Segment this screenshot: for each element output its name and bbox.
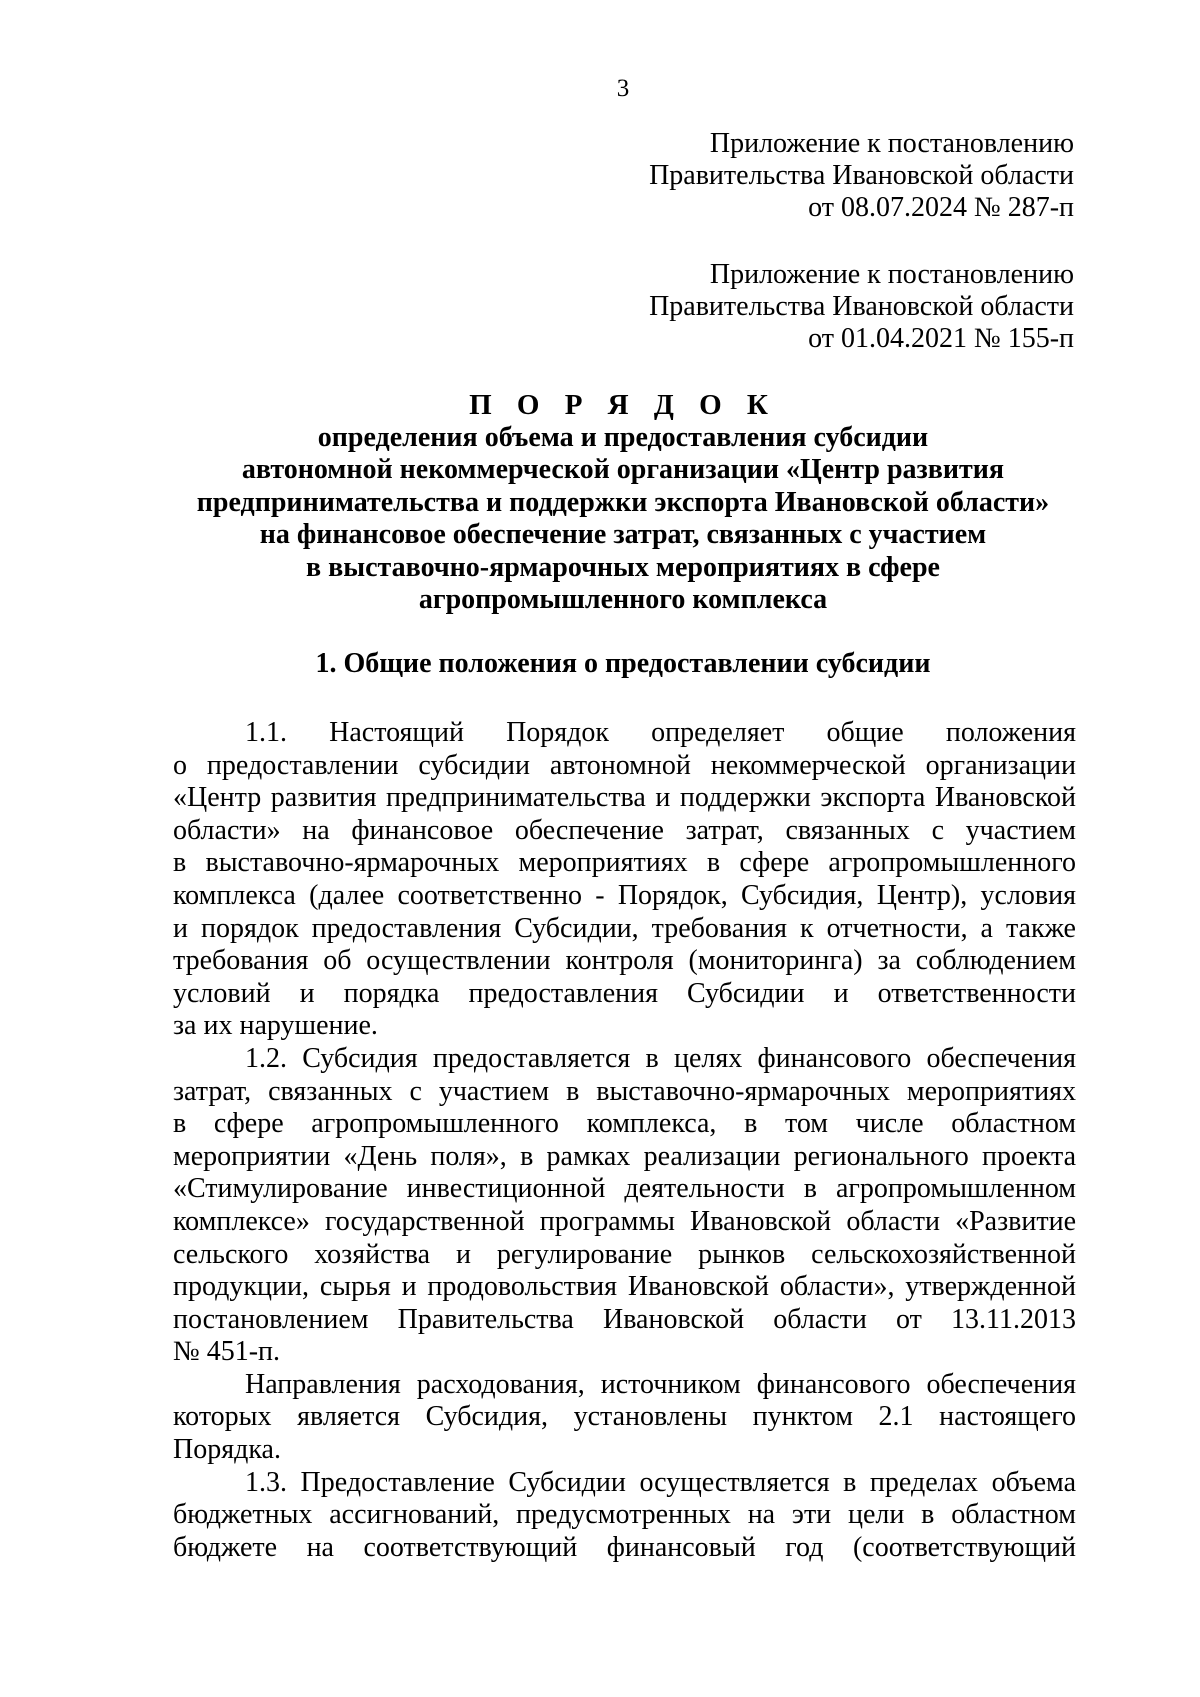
title-line: на финансовое обеспечение затрат, связанных с участием (259, 519, 987, 550)
text-line: требования об осуществлении контроля (мониторинга) за соблюдением (173, 945, 1076, 977)
title-heading: П О Р Я Д О К (469, 389, 777, 421)
appendix-reference-original (649, 259, 1074, 355)
text-line: бюджете на соответствующий финансовый год (соответствующий (173, 1531, 1076, 1563)
paragraph-directions (173, 1369, 1076, 1467)
text-line: продукции, сырья и продовольствия Ивановской области», утвержденной (173, 1271, 1076, 1303)
document-body (173, 717, 1076, 1564)
appendix-line: Приложение к постановлению (709, 128, 1074, 159)
appendix-line: от 08.07.2024 № 287-п (808, 192, 1074, 223)
text-line: за их нарушение. (173, 1010, 378, 1042)
page-number: 3 (616, 75, 630, 102)
text-line: условий и порядка предоставления Субсидии и ответственности (173, 977, 1076, 1009)
appendix-line: Приложение к постановлению (709, 259, 1074, 290)
document-title (150, 389, 1096, 617)
text-line: 1.3. Предоставление Субсидии осуществляется в пределах объема (245, 1466, 1076, 1498)
text-line: затрат, связанных с участием в выставочно-ярмарочных мероприятиях (173, 1075, 1076, 1107)
paragraph-1-1 (173, 717, 1076, 1043)
text-line: 1.1. Настоящий Порядок определяет общие положения (245, 717, 1076, 748)
appendix-line: Правительства Ивановской области (649, 160, 1074, 191)
text-line: сельского хозяйства и регулирование рынков сельскохозяйственной (173, 1238, 1076, 1270)
appendix-reference-current (649, 128, 1074, 224)
text-line: 1.2. Субсидия предоставляется в целях финансового обеспечения (245, 1042, 1076, 1074)
title-line: агропромышленного комплекса (418, 584, 828, 615)
section-heading: 1. Общие положения о предоставлении субсидии (315, 648, 931, 679)
text-line: № 451-п. (173, 1336, 281, 1368)
appendix-line: Правительства Ивановской области (649, 291, 1074, 322)
appendix-line: от 01.04.2021 № 155-п (808, 323, 1074, 354)
text-line: комплекса (далее соответственно - Порядок, Субсидия, Центр), условия (173, 879, 1076, 911)
text-line: и порядок предоставления Субсидии, требования к отчетности, а также (173, 912, 1076, 944)
title-line: в выставочно-ярмарочных мероприятиях в сфере (306, 551, 940, 583)
title-line: определения объема и предоставления субсидии (317, 421, 929, 453)
text-line: «Центр развития предпринимательства и поддержки экспорта Ивановской (173, 782, 1076, 814)
text-line: области» на финансовое обеспечение затрат, связанных с участием (173, 814, 1076, 846)
text-line: «Стимулирование инвестиционной деятельности в агропромышленном (173, 1173, 1076, 1205)
title-line: автономной некоммерческой организации «Центр развития (241, 454, 1005, 485)
paragraph-1-3 (173, 1467, 1076, 1565)
text-line: мероприятии «День поля», в рамках реализации регионального проекта (173, 1140, 1076, 1172)
text-line: о предоставлении субсидии автономной некоммерческой организации (173, 749, 1076, 781)
text-line: Порядка. (173, 1434, 281, 1466)
text-line: постановлением Правительства Ивановской области от 13.11.2013 (173, 1303, 1076, 1335)
text-line: Направления расходования, источником финансового обеспечения (245, 1368, 1076, 1400)
text-line: которых является Субсидия, установлены пунктом 2.1 настоящего (173, 1401, 1076, 1433)
paragraph-1-2 (173, 1043, 1076, 1369)
text-line: в выставочно-ярмарочных мероприятиях в сфере агропромышленного (173, 847, 1076, 879)
title-line: предпринимательства и поддержки экспорта Ивановской области» (196, 486, 1050, 518)
text-line: в сфере агропромышленного комплекса, в том числе областном (173, 1108, 1076, 1140)
text-line: бюджетных ассигнований, предусмотренных на эти цели в областном (173, 1499, 1076, 1531)
text-line: комплексе» государственной программы Ивановской области «Развитие (173, 1205, 1076, 1237)
